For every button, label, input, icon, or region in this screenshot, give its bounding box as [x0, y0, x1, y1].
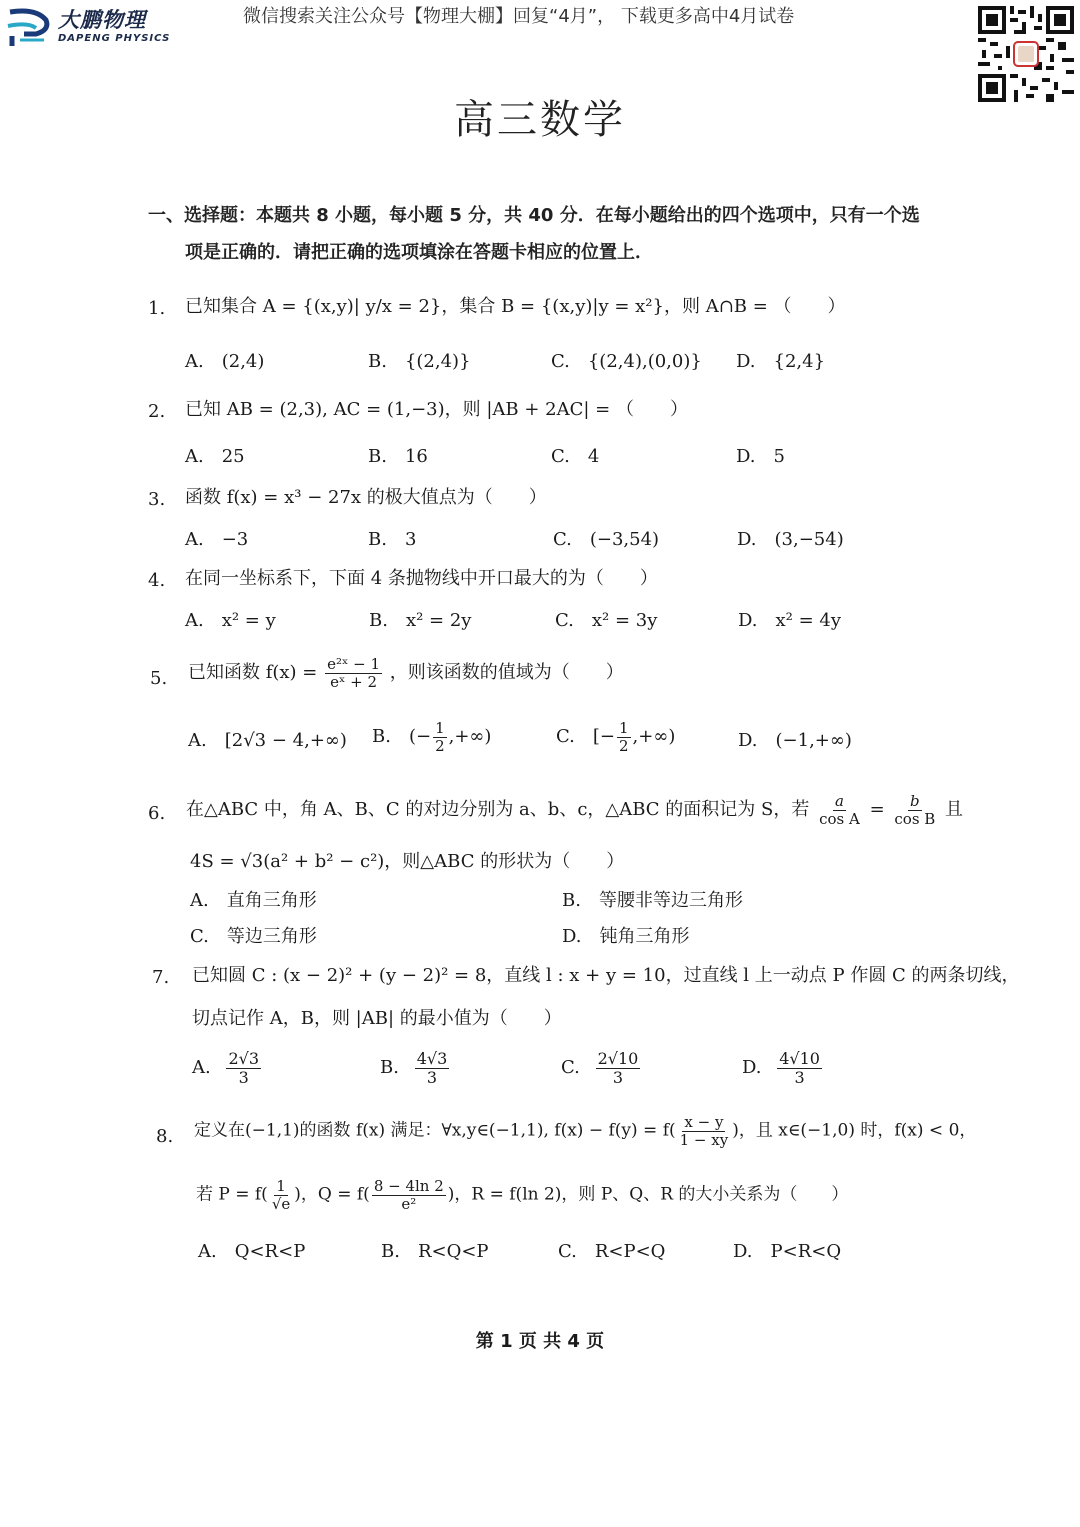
question-stem-cont: 切点记作 A，B，则 |AB| 的最小值为（ ） [192, 1008, 562, 1029]
option-label: B. [380, 1057, 399, 1079]
equals-sign: = [869, 799, 885, 820]
question-number: 3. [148, 489, 166, 510]
fraction [777, 1050, 822, 1086]
fraction-denominator: e² [401, 1194, 417, 1213]
fraction [270, 1178, 292, 1212]
page-title: 高三数学 [454, 97, 626, 143]
page-footer: 第 1 页 共 4 页 [475, 1331, 605, 1352]
option-d: D. 钝角三角形 [562, 926, 690, 947]
option-label: C. [561, 1057, 580, 1079]
option-c: C. x² = 3y [555, 610, 658, 631]
question-stem [194, 1114, 976, 1148]
fraction-denominator: 2 [435, 736, 445, 755]
fraction-denominator: 3 [794, 1067, 805, 1087]
question-stem-cont: 4S = √3(a² + b² − c²)，则△ABC 的形状为（ ） [190, 851, 625, 872]
stem-text: )，R = f(ln 2)，则 P、Q、R 的大小关系为（ ） [447, 1184, 849, 1205]
question-stem: 已知圆 C : (x − 2)² + (y − 2)² = 8，直线 l : x + y = 10，过直线 l 上一动点 P 作圆 C 的两条切线， [192, 965, 1020, 986]
fraction-numerator: 2√10 [597, 1049, 639, 1068]
stem-text: ，则该函数的值域为（ ） [389, 662, 624, 683]
question-number: 7. [152, 967, 170, 988]
fraction-numerator: b [910, 792, 920, 810]
option-a [192, 1050, 263, 1086]
fraction [617, 720, 631, 754]
fraction-denominator: cos A [819, 809, 860, 828]
fraction-denominator: cos B [894, 809, 936, 828]
stem-text: )，Q = f( [294, 1184, 370, 1205]
option-b [380, 1050, 451, 1086]
fraction [372, 1178, 446, 1212]
question-number: 6. [148, 803, 166, 824]
fraction [433, 720, 447, 754]
option-b-text: B. (− [372, 726, 432, 747]
fraction [678, 1114, 731, 1148]
option-a: A. Q<R<P [198, 1241, 306, 1262]
option-c: C. 4 [551, 446, 600, 467]
fraction-denominator: √e [271, 1194, 291, 1213]
fraction-denominator: 3 [612, 1067, 624, 1087]
question-stem [188, 656, 624, 690]
fraction [226, 1050, 261, 1086]
fraction-denominator: 1 − xy [679, 1130, 729, 1149]
stem-text: )，且 x∈(−1,0) 时，f(x) < 0， [732, 1120, 977, 1141]
fraction-numerator: a [834, 792, 844, 810]
fraction-denominator: 3 [426, 1067, 438, 1087]
header-banner [0, 0, 1080, 44]
question-number: 2. [148, 401, 166, 422]
question-stem-cont [196, 1178, 848, 1212]
question-stem: 函数 f(x) = x³ − 27x 的极大值点为（ ） [185, 487, 547, 508]
option-a: A. 直角三角形 [190, 890, 317, 911]
option-b: B. 16 [368, 446, 428, 467]
stem-text: 在△ABC 中，角 A、B、C 的对边分别为 a、b、c，△ABC 的面积记为 S，若 [186, 799, 810, 820]
option-c-text: C. [− [556, 726, 615, 747]
option-a: A. [2√3 − 4,+∞) [188, 730, 347, 751]
question-number: 8. [156, 1126, 174, 1147]
option-c: C. 等边三角形 [190, 926, 317, 947]
fraction [892, 793, 937, 827]
fraction-denominator: 2 [618, 736, 629, 755]
fraction-numerator: 1 [435, 719, 445, 737]
option-b [372, 720, 491, 754]
option-c [556, 720, 675, 754]
section-heading-cont: 项是正确的．请把正确的选项填涂在答题卡相应的位置上． [185, 242, 653, 263]
option-b-tail: ,+∞) [448, 726, 492, 747]
option-b: B. {(2,4)} [368, 351, 471, 372]
option-b: B. x² = 2y [369, 610, 472, 631]
brand-logo [6, 6, 170, 48]
option-b: B. 3 [368, 529, 417, 550]
option-b: B. 等腰非等边三角形 [562, 890, 743, 911]
option-c-tail: ,+∞) [632, 726, 676, 747]
question-stem: 已知集合 A = {(x,y)| y/x = 2}，集合 B = {(x,y)|y = x²}，则 A∩B = （ ） [185, 296, 846, 317]
option-d: D. 5 [736, 446, 785, 467]
option-d: D. (−1,+∞) [738, 730, 852, 751]
fraction [817, 793, 862, 827]
fraction [415, 1050, 450, 1086]
fraction-numerator: 8 − 4ln 2 [373, 1177, 444, 1195]
question-number: 4. [148, 570, 166, 591]
download-notice: 微信搜索关注公众号【物理大棚】回复“4月”， 下载更多高中4月试卷 [243, 6, 795, 27]
option-c [561, 1050, 642, 1086]
logo-en-text: DAPENG PHYSICS [58, 33, 171, 44]
logo-cn-text: 大鹏物理 [58, 8, 146, 32]
fraction [325, 656, 382, 690]
option-a: A. x² = y [185, 610, 276, 631]
option-d: D. {2,4} [736, 351, 826, 372]
stem-text: 定义在(−1,1)的函数 f(x) 满足：∀x,y∈(−1,1), f(x) − f(y) = f( [194, 1120, 676, 1141]
fraction-numerator: 4√3 [416, 1049, 448, 1068]
option-label: A. [192, 1057, 211, 1079]
question-stem: 已知 AB = (2,3), AC = (1,−3)，则 |AB + 2AC| = （ ） [185, 399, 688, 420]
fraction-denominator: eˣ + 2 [330, 672, 378, 691]
question-number: 5. [150, 668, 168, 689]
option-a: A. −3 [185, 529, 249, 550]
stem-text: 若 P = f( [196, 1184, 268, 1205]
fraction-numerator: 1 [618, 719, 629, 737]
option-c: C. {(2,4),(0,0)} [551, 351, 702, 372]
option-c: C. (−3,54) [553, 529, 660, 550]
option-b: B. R<Q<P [381, 1241, 489, 1262]
question-number: 1. [148, 298, 166, 319]
fraction-numerator: 2√3 [228, 1049, 260, 1068]
fraction-numerator: e²ˣ − 1 [327, 655, 381, 673]
option-a: A. 25 [185, 446, 245, 467]
fraction-numerator: x − y [684, 1113, 724, 1131]
option-d: D. (3,−54) [737, 529, 844, 550]
option-a: A. (2,4) [185, 351, 265, 372]
fraction [596, 1050, 641, 1086]
option-d: D. x² = 4y [738, 610, 842, 631]
question-stem: 在同一坐标系下，下面 4 条抛物线中开口最大的为（ ） [185, 568, 658, 589]
fraction-denominator: 3 [238, 1067, 249, 1087]
logo-mark-icon [6, 6, 52, 48]
fraction-numerator: 4√10 [779, 1049, 820, 1068]
option-label: D. [742, 1057, 762, 1079]
section-heading: 一、选择题：本题共 8 小题，每小题 5 分，共 40 分．在每小题给出的四个选项中，只有一个选 [148, 205, 920, 226]
stem-text: 已知函数 f(x) = [188, 662, 318, 683]
question-stem [186, 793, 963, 827]
option-c: C. R<P<Q [558, 1241, 666, 1262]
stem-text: 且 [945, 799, 964, 820]
fraction-numerator: 1 [276, 1177, 286, 1195]
option-d [742, 1050, 824, 1086]
option-d: D. P<R<Q [733, 1241, 842, 1262]
